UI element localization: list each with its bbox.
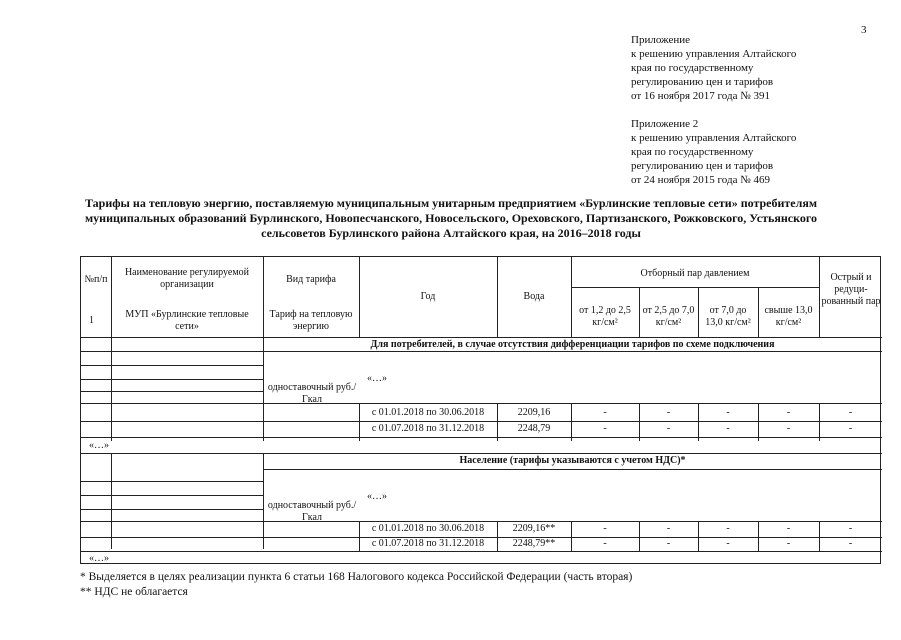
header-tariff-type: Вид тарифа (286, 274, 336, 285)
header-steam-1: от 1,2 до 2,5 кг/см² (579, 305, 631, 328)
appendix-1-block (631, 33, 796, 103)
header-num: №п/п (84, 274, 108, 285)
title-line: сельсоветов Бурлинского района Алтайского края, на 2016–2018 годы (261, 226, 641, 240)
section-2-title: Население (тарифы указываются с учетом НДС)* (459, 455, 686, 466)
appendix-line: от 16 ноября 2017 года № 391 (631, 90, 770, 102)
header-sharp-steam: Острый и редуци-рованный пар (821, 272, 881, 307)
section-1-row-1-steam-2: - (666, 407, 671, 418)
section-2-row-1-steam-4: - (786, 523, 791, 534)
section-2-row-1-water: 2209,16** (512, 523, 556, 534)
header-steam-4: свыше 13,0 кг/см² (764, 305, 813, 328)
section-2-row-2-steam-4: - (786, 538, 791, 549)
section-2-row-2-period: с 01.07.2018 по 31.12.2018 (371, 538, 485, 549)
header-steam-3: от 7,0 до 13,0 кг/см² (705, 305, 751, 328)
page-number: 3 (861, 24, 867, 36)
section-1-tariff: одноставочный руб./Гкал (267, 382, 357, 405)
section-2-row-2-steam-3: - (726, 538, 730, 549)
section-1-row-2-sharp: - (848, 423, 853, 434)
org-number: 1 (89, 315, 94, 326)
section-1-title: Для потребителей, в случае отсутствия дифференциации тарифов по схеме подключения (370, 339, 775, 350)
section-2-tariff: одноставочный руб./Гкал (267, 500, 357, 523)
org-name: МУП «Бурлинские тепловые сети» (125, 309, 249, 332)
section-1-row-1-steam-4: - (786, 407, 791, 418)
header-steam-group: Отборный пар давлением (640, 268, 750, 279)
appendix-line: края по государственному (631, 146, 754, 158)
section-2-row-1-steam-1: - (603, 523, 607, 534)
section-1-row-2-steam-1: - (603, 423, 607, 434)
section-2-row-2-steam-1: - (603, 538, 607, 549)
org-tariff-kind: Тариф на тепловую энергию (269, 309, 353, 332)
appendix-line: Приложение 2 (631, 118, 699, 130)
footnote-vat-exempt: ** НДС не облагается (80, 586, 188, 598)
title-line: муниципальных образований Бурлинского, Новопесчанского, Новосельского, Ореховского, Партизанского, Рожковского, Устьянского (84, 211, 818, 225)
appendix-line: от 24 ноября 2015 года № 469 (631, 174, 770, 186)
section-1-row-1-water: 2209,16 (517, 407, 551, 418)
section-1-row-2-steam-4: - (786, 423, 791, 434)
document-title (40, 196, 862, 241)
section-2-row-1-steam-3: - (726, 523, 730, 534)
section-2-row-2-steam-2: - (666, 538, 671, 549)
section-1-row-1-period: с 01.01.2018 по 30.06.2018 (371, 407, 485, 418)
appendix-line: Приложение (631, 34, 691, 46)
header-steam-2: от 2,5 до 7,0 кг/см² (642, 305, 695, 328)
section-1-row-2-steam-3: - (726, 423, 730, 434)
section-1-row-1-sharp: - (848, 407, 853, 418)
section-1-row-2-water: 2248,79 (517, 423, 551, 434)
section-1-row-2-period: с 01.07.2018 по 31.12.2018 (371, 423, 485, 434)
section-1-row-1-steam-1: - (603, 407, 607, 418)
appendix-line: регулированию цен и тарифов (631, 160, 774, 172)
section-2-row-2-water: 2248,79** (512, 538, 556, 549)
section-1-row-2-steam-2: - (666, 423, 671, 434)
appendix-line: к решению управления Алтайского (631, 132, 797, 144)
section-2-row-2-sharp: - (848, 538, 853, 549)
appendix-line: к решению управления Алтайского (631, 48, 797, 60)
ellipsis-row-1: «…» (89, 440, 109, 451)
section-2-ellipsis: «…» (367, 491, 387, 502)
title-line: Тарифы на тепловую энергию, поставляемую муниципальным унитарным предприятием «Бурлинские тепловые сети» потребителям (84, 196, 818, 210)
header-year: Год (420, 291, 436, 302)
section-1-ellipsis: «…» (367, 373, 387, 384)
tariff-table (80, 256, 881, 564)
appendix-line: края по государственному (631, 62, 754, 74)
ellipsis-row-2: «…» (89, 553, 109, 564)
header-org: Наименование регулируемой организации (124, 267, 250, 290)
section-2-row-1-sharp: - (848, 523, 853, 534)
section-2-row-1-steam-2: - (666, 523, 671, 534)
appendix-2-block (631, 117, 796, 187)
appendix-line: регулированию цен и тарифов (631, 76, 774, 88)
section-1-row-1-steam-3: - (726, 407, 730, 418)
section-2-row-1-period: с 01.01.2018 по 30.06.2018 (371, 523, 485, 534)
footnote-vat-note: * Выделяется в целях реализации пункта 6 статьи 168 Налогового кодекса Российской Федерации (часть вторая) (80, 571, 633, 583)
header-water: Вода (523, 291, 545, 302)
